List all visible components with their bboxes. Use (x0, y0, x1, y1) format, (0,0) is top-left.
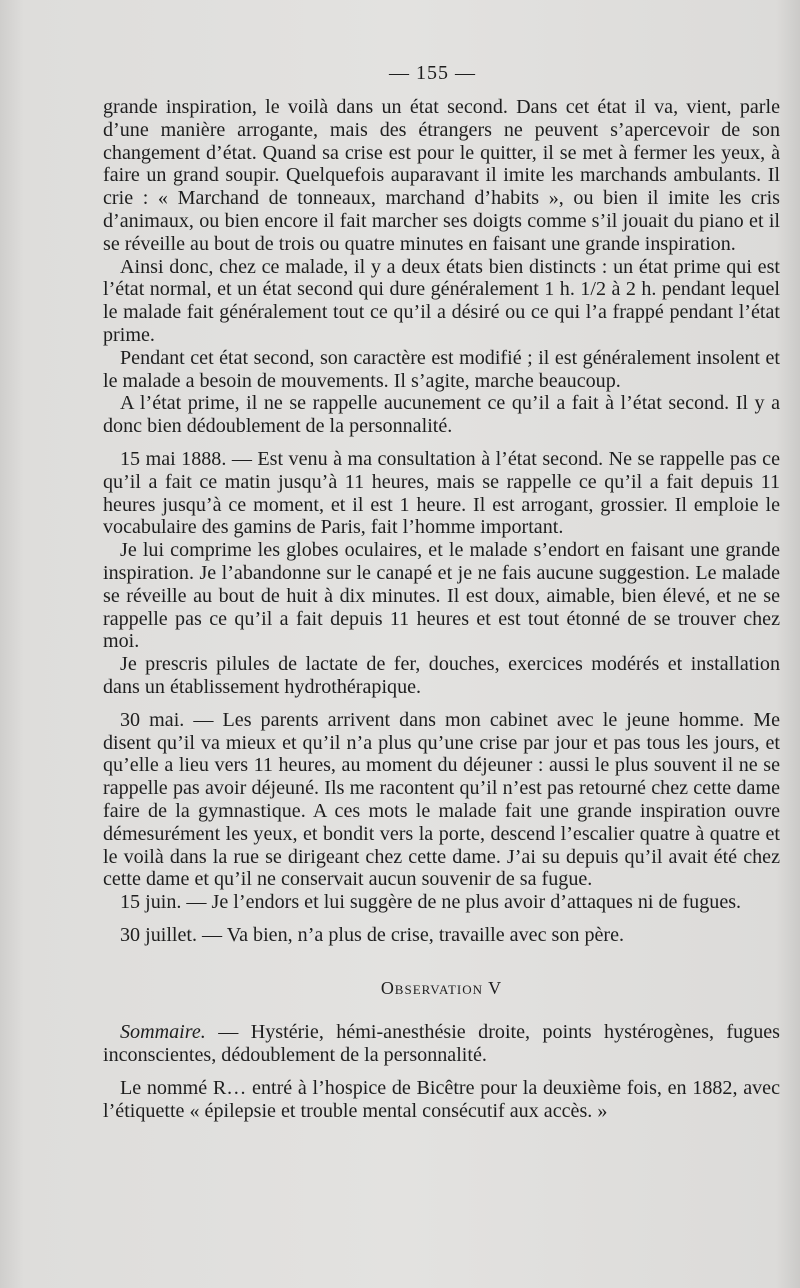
sommaire-text: — Hystérie, hémi-anesthésie droite, points hystérogènes, fugues inconscientes, dédoublement de la personnalité. (103, 1021, 780, 1067)
paragraph-15-mai: 15 mai 1888. — Est venu à ma consultation à l’état second. Ne se rappelle pas ce qu’il a fait ce matin jusqu’à 11 heures, mais se rappelle ce qu’il a fait depuis 11 heures jusqu’à ce moment, et il est 1 heure. Il est arrogant, grossier. Il emploie le vocabulaire des gamins de Paris, fait l’homme important. (103, 447, 780, 539)
sommaire-label: Sommaire. (120, 1021, 206, 1044)
paragraph-15-juin: 15 juin. — Je l’endors et lui suggère de ne plus avoir d’attaques ni de fugues. (120, 891, 742, 914)
paragraph-globes-oculaires: Je lui comprime les globes oculaires, et le malade s’endort en faisant une grande inspiration. Je l’abandonne sur le canapé et je ne fais aucune suggestion. Le malade se réveille au bout de huit à dix minutes. Il est doux, aimable, bien élevé, et ne se rappelle pas ce qu’il a fait depuis 11 heures et est tout étonné de se trouver chez moi. (103, 539, 780, 653)
sommaire-paragraph (103, 1021, 780, 1067)
paragraph-30-juillet: 30 juillet. — Va bien, n’a plus de crise, travaille avec son père. (120, 923, 625, 946)
section-heading: Observation V (380, 977, 503, 998)
paragraph-continuation: grande inspiration, le voilà dans un état second. Dans cet état il va, vient, parle d’une manière arrogante, mais des étrangers ne peuvent s’apercevoir de son changement d’état. Quand sa crise est pour le quitter, il se met à fermer les yeux, à faire un grand soupir. Quelquefois auparavant il imite les marchands ambulants. Il crie : « Marchand de tonneaux, marchand d’habits », ou bien il imite les cris d’animaux, ou bien encore il fait marcher ses doigts comme s’il jouait du piano et il se réveille au bout de trois ou quatre minutes en faisant une grande inspiration. (103, 96, 780, 255)
paragraph-le-nomme: Le nommé R… entré à l’hospice de Bicêtre pour la deuxième fois, en 1882, avec l’étiquette « épilepsie et trouble mental consécutif aux accès. » (103, 1077, 780, 1122)
paragraph-prescription: Je prescris pilules de lactate de fer, douches, exercices modérés et installation dans un établissement hydrothérapique. (103, 653, 780, 698)
paragraph-etat-second: Pendant cet état second, son caractère est modifié ; il est généralement insolent et le malade a besoin de mouvements. Il s’agite, marche beaucoup. (103, 346, 780, 392)
page-body (103, 96, 780, 1123)
page-number: — 155 — (389, 62, 476, 84)
paragraph-etat-prime: A l’état prime, il ne se rappelle aucunement ce qu’il a fait à l’état second. Il y a donc bien dédoublement de la personnalité. (103, 392, 780, 438)
paragraph-deux-etats: Ainsi donc, chez ce malade, il y a deux états bien distincts : un état prime qui est l’état normal, et un état second qui dure généralement 1 h. 1/2 à 2 h. pendant lequel le malade fait généralement tout ce qu’il a désiré ou ce qui l’a frappé pendant l’état prime. (103, 255, 780, 346)
paragraph-30-mai: 30 mai. — Les parents arrivent dans mon cabinet avec le jeune homme. Me disent qu’il va mieux et qu’il n’a plus qu’une crise par jour et pas tous les jours, et qu’elle a lieu vers 11 heures, au moment du déjeuner : aussi le plus souvent il ne se rappelle pas avoir déjeuné. Ils me racontent qu’il n’est pas retourné chez cette dame faire de la gymnastique. A ces mots le malade fait une grande inspiration ouvre démesurément les yeux, et bondit vers la porte, descend l’escalier quatre à quatre et le voilà dans la rue se dirigeant chez cette dame. J’ai su depuis qu’il avait été chez cette dame et qu’il ne conservait aucun souvenir de sa fugue. (103, 708, 780, 891)
